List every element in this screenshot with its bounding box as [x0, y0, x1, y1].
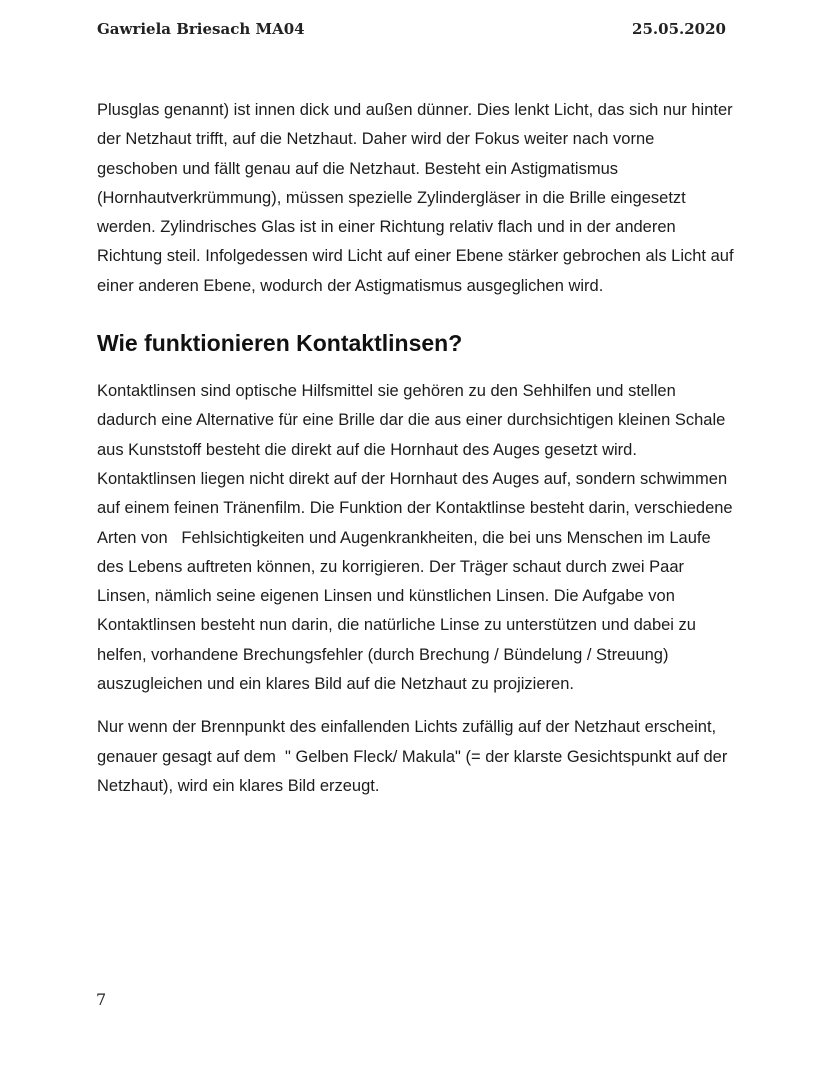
paragraph-2: Kontaktlinsen sind optische Hilfsmittel sie gehören zu den Sehhilfen und stellen dadurch eine Alternative für eine Brille dar die aus einer durchsichtigen kleinen Schale aus Kunststoff besteht die direkt auf die Hornhaut des Auges gesetzt wird. Kontaktlinsen liegen nicht direkt auf der Hornhaut des Auges auf, sondern schwimmen auf einem feinen Tränenfilm. Die Funktion der Kontaktlinse besteht darin, verschiedene Arten von Fehlsichtigkeiten und Augenkrankheiten, die bei uns Menschen im Laufe des Lebens auftreten können, zu korrigieren. Der Träger schaut durch zwei Paar Linsen, nämlich seine eigenen Linsen und künstlichen Linsen. Die Aufgabe von Kontaktlinsen besteht nun darin, die natürliche Linse zu unterstützen und dabei zu helfen, vorhandene Brechungsfehler (durch Brechung / Bündelung / Streuung) auszugleichen und ein klares Bild auf die Netzhaut zu projizieren. [97, 382, 737, 694]
date-label: 25.05.2020 [632, 20, 726, 38]
author-label: Gawriela Briesach MA04 [97, 20, 305, 38]
paragraph-1: Plusglas genannt) ist innen dick und außen dünner. Dies lenkt Licht, das sich nur hinter der Netzhaut trifft, auf die Netzhaut. Daher wird der Fokus weiter nach vorne geschoben und fällt genau auf die Netzhaut. Besteht ein Astigmatismus (Hornhautverkrümmung), müssen spezielle Zylindergläser in die Brille eingesetzt werden. Zylindrisches Glas ist in einer Richtung relativ flach und in der anderen Richtung steil. Infolgedessen wird Licht auf einer Ebene stärker gebrochen als Licht auf einer anderen Ebene, wodurch der Astigmatismus ausgeglichen wird. [97, 101, 739, 295]
section-heading: Wie funktionieren Kontaktlinsen? [97, 330, 463, 357]
page-header [97, 20, 726, 38]
document-body [97, 96, 737, 801]
paragraph-3: Nur wenn der Brennpunkt des einfallenden Lichts zufällig auf der Netzhaut erscheint, genauer gesagt auf dem " Gelben Fleck/ Makula" (= der klarste Gesichtspunkt auf der Netzhaut), wird ein klares Bild erzeugt. [97, 718, 732, 795]
page-number: 7 [96, 990, 107, 1009]
